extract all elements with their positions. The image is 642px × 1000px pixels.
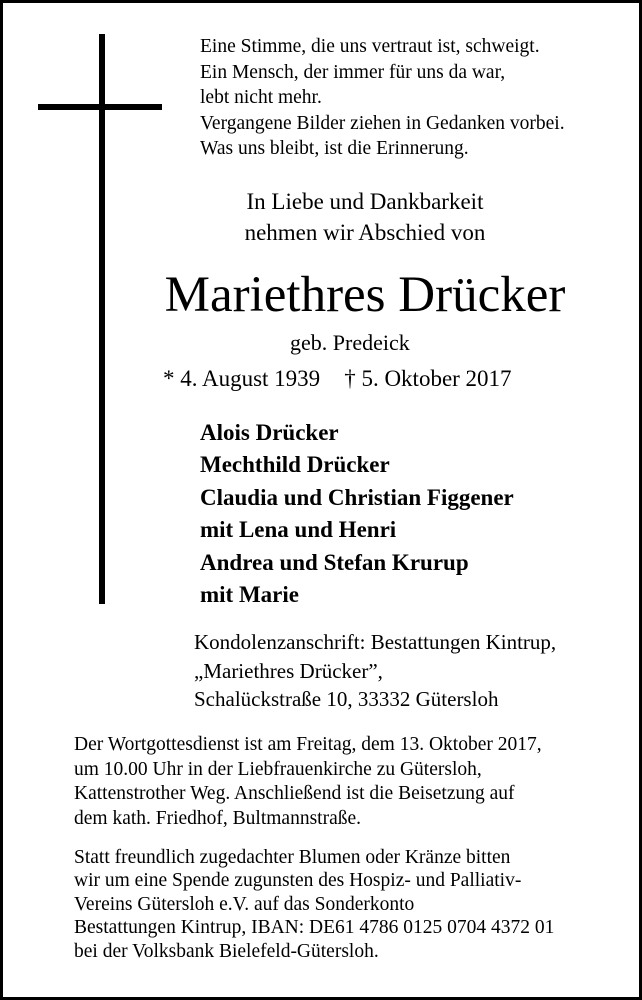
condolence-address bbox=[194, 628, 556, 714]
address-line: Schalückstraße 10, 33332 Gütersloh bbox=[194, 687, 499, 711]
service-line: dem kath. Friedhof, Bultmannstraße. bbox=[74, 808, 362, 830]
poem bbox=[200, 34, 565, 162]
service-line: Der Wortgottesdienst ist am Freitag, dem 13. Oktober 2017, bbox=[74, 734, 542, 755]
donation-line: Vereins Gütersloh e.V. auf das Sonderkonto bbox=[74, 893, 415, 915]
mourner: Mechthild Drücker bbox=[200, 452, 390, 478]
donation-line: bei der Volksbank Bielefeld-Gütersloh. bbox=[74, 940, 379, 962]
poem-line: Vergangene Bilder ziehen in Gedanken vorbei. bbox=[200, 112, 565, 134]
poem-line: Eine Stimme, die uns vertraut ist, schweigt. bbox=[200, 36, 540, 57]
birth-date: * 4. August 1939 bbox=[163, 366, 321, 391]
poem-line: Ein Mensch, der immer für uns da war, bbox=[200, 61, 506, 83]
cross-icon-horizontal bbox=[38, 104, 162, 110]
address-line: „Mariethres Drücker”, bbox=[194, 658, 383, 683]
maiden-name: geb. Predeick bbox=[290, 330, 410, 355]
service-line: um 10.00 Uhr in der Liebfrauenkirche zu Gütersloh, bbox=[74, 758, 482, 780]
poem-line: Was uns bleibt, ist die Erinnerung. bbox=[200, 138, 469, 160]
intro-line: nehmen wir Abschied von bbox=[244, 220, 486, 245]
donation-line: wir um eine Spende zugunsten des Hospiz- und Palliativ- bbox=[74, 870, 522, 892]
death-date: † 5. Oktober 2017 bbox=[344, 366, 512, 391]
service-info bbox=[74, 733, 542, 832]
donation-line: Statt freundlich zugedachter Blumen oder Kränze bitten bbox=[74, 847, 511, 868]
mourner: mit Marie bbox=[200, 581, 299, 607]
mourner: Claudia und Christian Figgener bbox=[200, 484, 514, 510]
address-line: Kondolenzanschrift: Bestattungen Kintrup, bbox=[194, 630, 557, 654]
donation-line: Bestattungen Kintrup, IBAN: DE61 4786 0125 0704 4372 01 bbox=[74, 917, 555, 939]
service-line: Kattenstrother Weg. Anschließend ist die Beisetzung auf bbox=[74, 783, 515, 805]
intro bbox=[0, 186, 642, 248]
intro-line: In Liebe und Dankbarkeit bbox=[246, 189, 484, 214]
mourner: Andrea und Stefan Krurup bbox=[200, 549, 469, 575]
mourners-list bbox=[200, 417, 514, 611]
mourner: Alois Drücker bbox=[200, 420, 339, 445]
life-dates bbox=[163, 363, 512, 395]
deceased-name: Mariethres Drücker bbox=[164, 267, 566, 323]
donation-info bbox=[74, 846, 554, 963]
mourner: mit Lena und Henri bbox=[200, 517, 397, 543]
poem-line: lebt nicht mehr. bbox=[200, 87, 322, 109]
